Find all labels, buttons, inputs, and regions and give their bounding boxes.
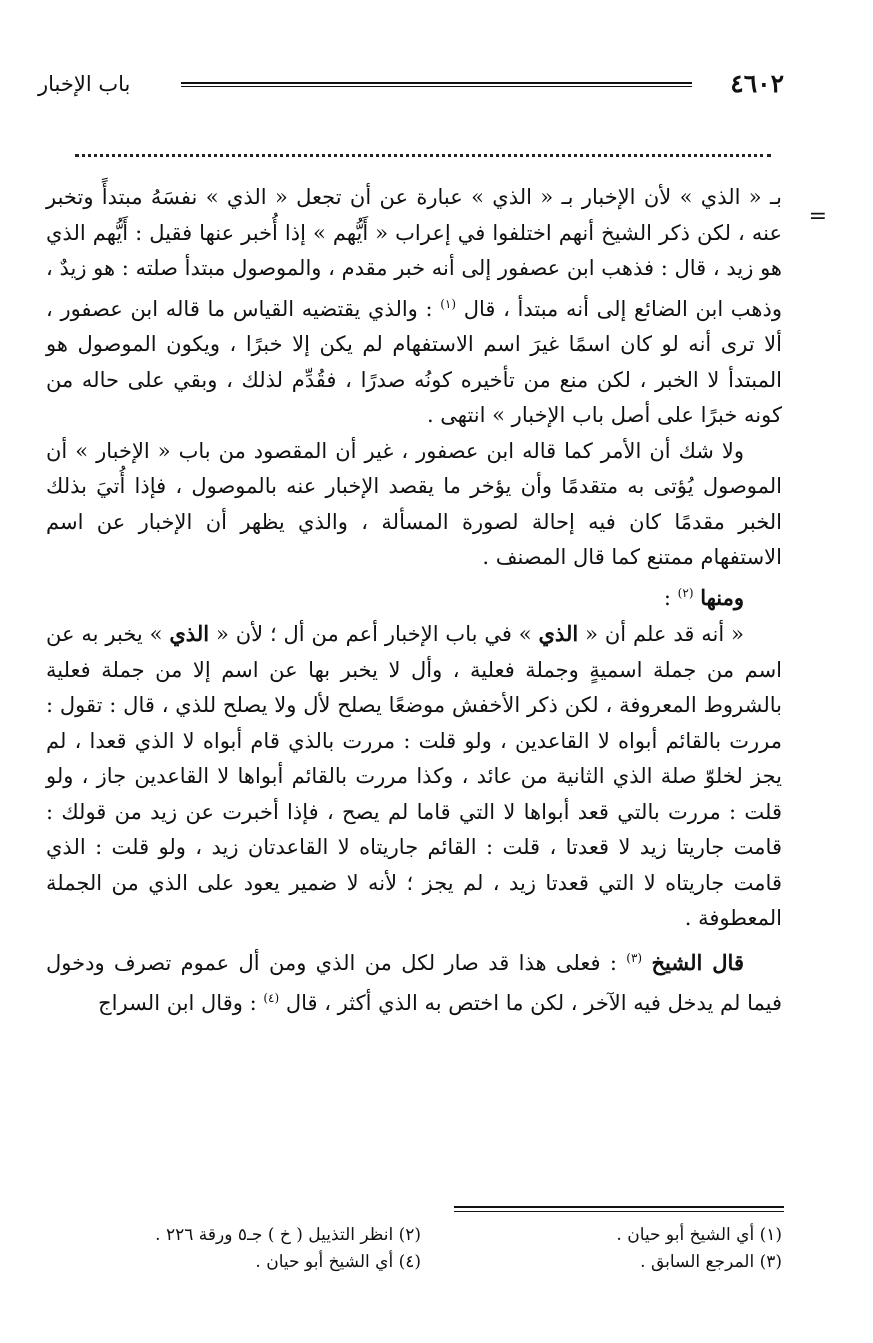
paragraph-4-part-d: » يخبر به عن اسم من جملة اسميةٍ وجملة فعلية ، وأل لا يخبر بها عن اسم إلا من جملة فعلية بالشروط المعروفة ، لكن ذكر الأخفش موضعًا يصلح لأل ولا يصلح للذي ، قال : تقول : مررت بالقائم أبواه لا القاعدين ، ولو قلت : مررت بالذي قام أبواه لا الذي قعدا ، لم يجز لخلوّ صلة الذي الثانية من عائد ، وكذا مررت بالقائم أبواها لا القاعدين جاز ، ولو قلت : مررت بالتي قعد أبواها لا التي قاما لم يصح ، فإذا أخبرت عن زيد من قولك : قامت جاريتا زيد لا قعدتا ، قلت : القائم جاريتاه لا القاعدتان زيد ، ولو قلت : الذي قامت جاريتاه لا التي قعدتا زيد ، لم يجز ؛ لأنه لا ضمير يعود على الذي من الجملة المعطوفة . [46,622,782,930]
footnote-ref-1: (١) [440,296,457,311]
footnote-1: (١) أي الشيخ أبو حيان . [616,1225,782,1245]
paragraph-1-text-b: : والذي يقتضيه القياس ما قاله ابن عصفور ، ألا ترى أنه لو كان اسمًا غيرَ اسم الاستفهام لم يكن إلا خبرًا ، ويكون الموصول هو المبتدأ لا الخبر ، لكن منع من تأخيره كونُه صدرًا ، فقُدِّم لذلك ، وبقي على حاله من كونه خبرًا على أصل باب الإخبار » انتهى . [46,296,782,427]
paragraph-5-part-b: : وقال ابن السراج [98,991,257,1015]
paragraph-3-label: ومنها [700,584,744,610]
paragraph-4-part-c: » في باب الإخبار أعم من أل ؛ لأن « [215,622,532,646]
footnotes [60,1222,782,1276]
header-rule [181,82,692,87]
bold-term-1: الذي [538,621,579,646]
paragraph-1 [46,180,782,434]
footnote-3: (٣) المرجع السابق . [640,1252,782,1272]
footnote-ref-4: (٤) [263,991,280,1005]
running-title: باب الإخبار [38,72,131,96]
footnote-ref-2: (٢) [677,585,694,600]
footnote-4: (٤) أي الشيخ أبو حيان . [255,1252,421,1272]
paragraph-1-text: بـ « الذي » لأن الإخبار بـ « الذي » عبارة عن أن تجعل « الذي » نفسَهُ مبتدأً وتخبر عنه ، لكن ذكر الشيخ أنهم اختلفوا في إعراب « أَيُّهم » إذا أُخبر عنها فقيل : أَيُّهم الذي هو زيد ، قال : فذهب ابن عصفور إلى أنه خبر مقدم ، والموصول مبتدأ صلته : هو زيدٌ ، وذهب ابن الضائع إلى أنه مبتدأ ، قال [46,185,783,321]
paragraph-4-part-a: « أنه قد علم أن « [585,622,744,646]
paragraph-3 [46,576,782,617]
paragraph-5-label: قال الشيخ [651,949,744,975]
continuation-mark-start: = [808,204,827,229]
paragraph-5 [46,941,782,1022]
paragraph-5-part-a: : فعلى هذا قد صار لكل من الذي ومن أل عموم تصرف ودخول فيما لم يدخل فيه الآخر ، لكن ما اختص به الذي أكثر ، قال [46,950,782,1015]
paragraph-2: ولا شك أن الأمر كما قاله ابن عصفور ، غير أن المقصود من باب « الإخبار » أن الموصول يُؤتى به متقدمًا وأن يؤخر ما يقصد الإخبار عنه بالموصول ، فإذا أُتيَ بذلك الخبر مقدمًا كان فيه إحالة لصورة المسألة ، والذي يظهر أن الإخبار عن اسم الاستفهام ممتنع كما قال المصنف . [46,438,782,569]
dotted-separator [75,134,771,157]
bold-term-2: الذي [169,621,210,646]
paragraph-3-colon: : [663,585,671,610]
footnote-row [60,1249,782,1276]
footnote-rule [454,1206,784,1208]
page-number: ٤٦٠٢ [730,69,784,98]
footnote-rule-thin [454,1211,784,1212]
footnote-row [60,1222,782,1249]
paragraph-4 [46,616,782,937]
footnote-2: (٢) انظر التذييل ( خ ) جـ٥ ورقة ٢٢٦ . [155,1225,421,1245]
main-text [46,180,782,1022]
page-header [38,64,784,106]
footnote-ref-3: (٣) [626,950,643,965]
